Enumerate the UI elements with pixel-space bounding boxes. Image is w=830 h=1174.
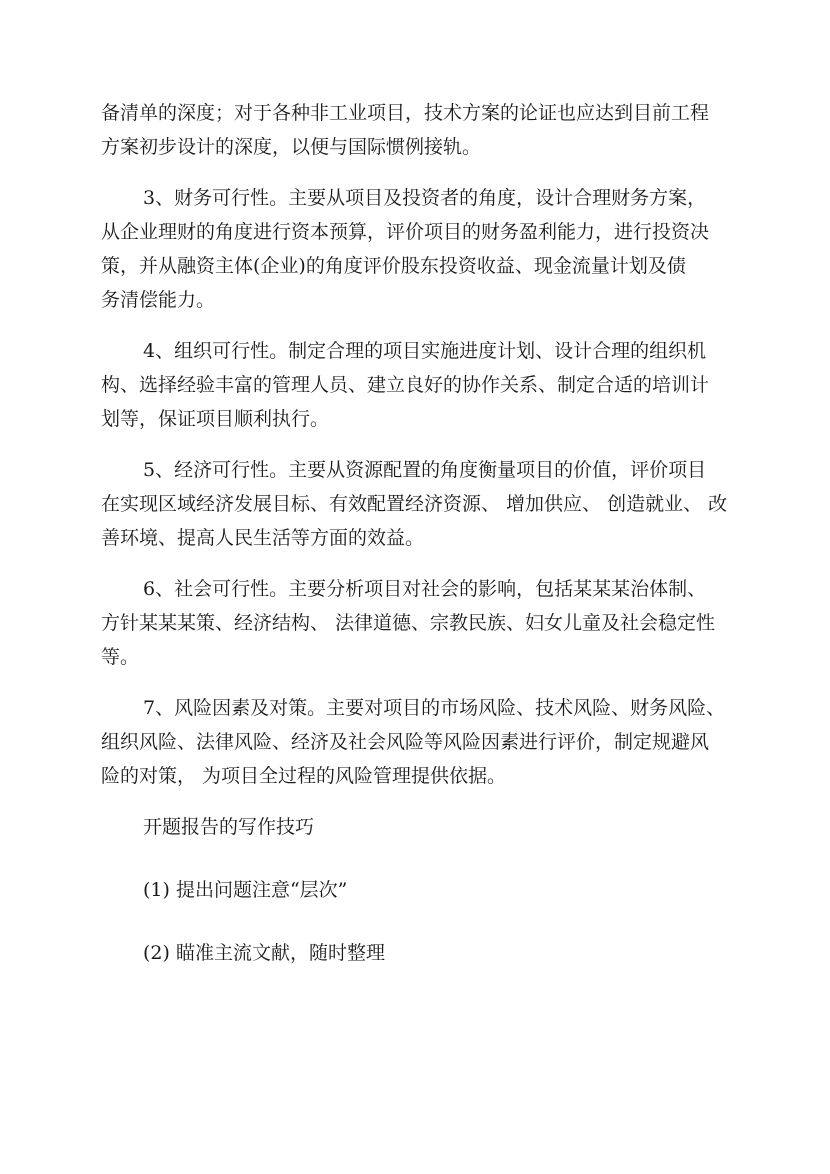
tip-item: (2) 瞄准主流文献，随时整理 — [143, 942, 385, 964]
paragraph-organizational-feasibility — [101, 334, 741, 436]
paragraph-line: 在实现区域经济发展目标、有效配置经济资源、 增加供应、 创造就业、 改 — [101, 493, 728, 515]
paragraph-line: 务清偿能力。 — [101, 289, 216, 311]
paragraph-line: 4、组织可行性。制定合理的项目实施进度计划、设计合理的组织机 — [143, 340, 707, 362]
paragraph-line: 3、财务可行性。主要从项目及投资者的角度，设计合理财务方案， — [143, 187, 707, 209]
paragraph-risk-factors — [101, 691, 741, 793]
paragraph-line: 备清单的深度；对于各种非工业项目，技术方案的论证也应达到目前工程 — [101, 102, 710, 124]
paragraph-line: 构、选择经验丰富的管理人员、建立良好的协作关系、制定合适的培训计 — [101, 374, 710, 396]
paragraph-line: 策，并从融资主体(企业)的角度评价股东投资收益、现金流量计划及债 — [101, 255, 686, 277]
paragraph-line: 6、社会可行性。主要分析项目对社会的影响，包括某某某治体制、 — [143, 578, 707, 600]
paragraph-line: 组织风险、法律风险、经济及社会风险等风险因素进行评价，制定规避风 — [101, 731, 710, 753]
paragraph-line: 划等，保证项目顺利执行。 — [101, 408, 330, 430]
section-title: 开题报告的写作技巧 — [143, 816, 315, 838]
paragraph-line: 方案初步设计的深度，以便与国际惯例接轨。 — [101, 136, 482, 158]
paragraph-line: 7、风险因素及对策。主要对项目的市场风险、技术风险、财务风险、 — [143, 697, 726, 719]
paragraph-line: 从企业理财的角度进行资本预算，评价项目的财务盈利能力，进行投资决 — [101, 221, 710, 243]
paragraph-line: 险的对策， 为项目全过程的风险管理提供依据。 — [101, 765, 507, 787]
paragraph-economic-feasibility — [101, 453, 741, 555]
paragraph-financial-feasibility — [101, 181, 741, 317]
paragraph-technical-continuation — [101, 96, 741, 164]
paragraph-social-feasibility — [101, 572, 741, 674]
paragraph-line: 方针某某某策、经济结构、 法律道德、宗教民族、妇女儿童及社会稳定性 — [101, 612, 716, 634]
paragraph-line: 善环境、提高人民生活等方面的效益。 — [101, 527, 425, 549]
paragraph-line: 5、经济可行性。主要从资源配置的角度衡量项目的价值，评价项目 — [143, 459, 707, 481]
tip-item: (1) 提出问题注意“层次” — [143, 879, 348, 901]
paragraph-line: 等。 — [101, 646, 140, 668]
document-body — [101, 96, 741, 999]
